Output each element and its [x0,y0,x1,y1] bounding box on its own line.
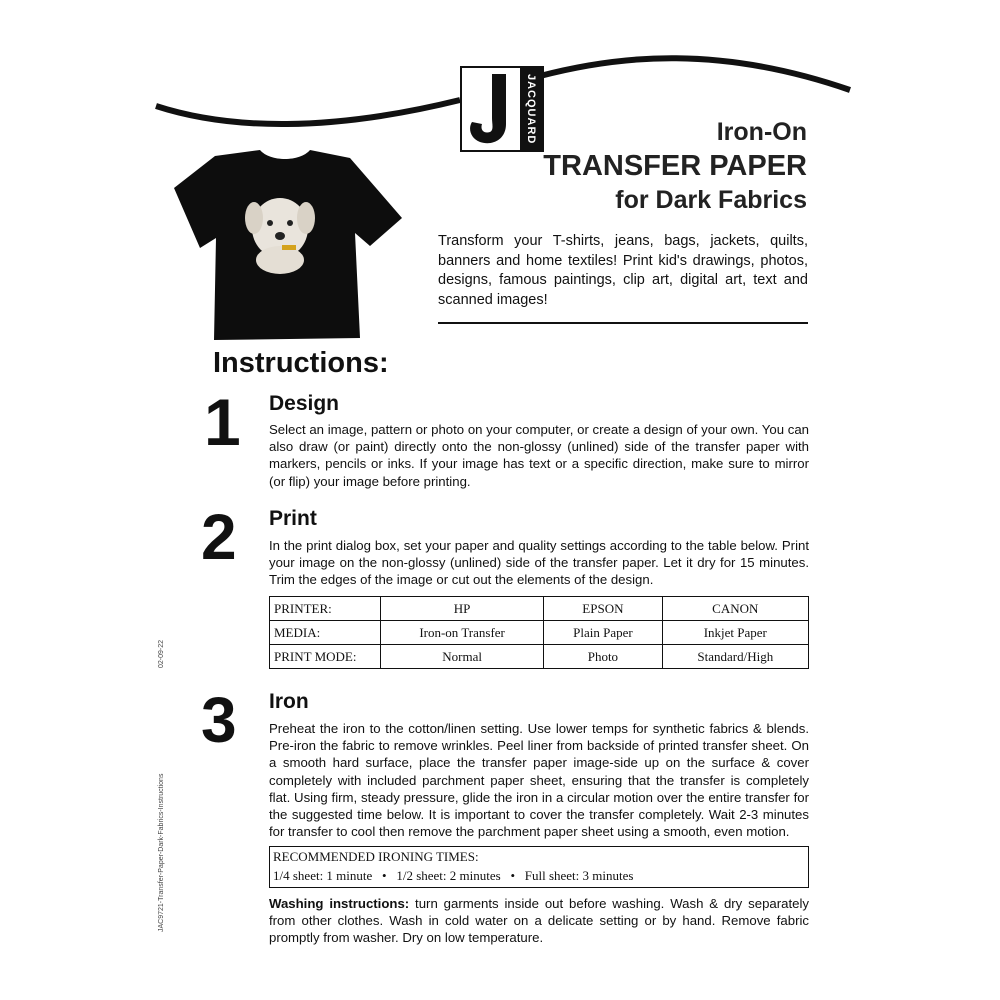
title-line-3: for Dark Fabrics [615,186,807,214]
step-2-number: 2 [201,501,237,573]
table-row [270,621,809,645]
washing-label: Washing instructions: [269,896,410,911]
table-cell: Normal [381,645,544,669]
side-code: JAC9721-Transfer-Paper-Dark-Fabrics-Instructions [158,773,165,932]
table-cell: CANON [662,597,808,621]
washing-instructions [269,895,809,947]
table-cell: Iron-on Transfer [381,621,544,645]
step-3-title: Iron [269,690,309,713]
title-line-1: Iron-On [716,118,807,146]
side-date: 02-09-22 [158,639,165,668]
table-cell: EPSON [544,597,662,621]
logo-j-mark [462,68,520,150]
table-cell: Photo [544,645,662,669]
table-cell: MEDIA: [270,621,381,645]
table-cell: Inkjet Paper [662,621,808,645]
step-2-text: In the print dialog box, set your paper and quality settings according to the table below. Print your image on the non-glossy (unlined) side of the transfer paper. Let it dry for 15 minutes. Trim the edges of the image or cut out the elements of the design. [269,538,809,588]
table-cell: PRINT MODE: [270,645,381,669]
ironing-times-values: 1/4 sheet: 1 minute • 1/2 sheet: 2 minutes • Full sheet: 3 minutes [273,868,634,883]
jacquard-logo [460,66,544,152]
table-cell: Plain Paper [544,621,662,645]
ironing-times-heading: RECOMMENDED IRONING TIMES: [273,849,479,864]
step-3-text: Preheat the iron to the cotton/linen setting. Use lower temps for synthetic fabrics & blends. Pre-iron the fabric to remove wrinkles. Peel liner from backside of printed transfer sheet. On a smooth hard surface, place the transfer paper image-side up on the surface & cover completely with included parchment paper sheet, ensuring that the transfer is completely flat. Using firm, steady pressure, glide the iron in a circular motion over the entire transfer for the suggested time below. It is important to cover the transfer completely. Wait 2-3 minutes for transfer to cool then remove the parchment paper sheet using a smooth, even motion. [269,721,809,840]
intro-text: Transform your T-shirts, jeans, bags, jackets, quilts, banners and home textiles! Print kid's drawings, photos, designs, famous paintings, clip art, digital art, text and scanned images! [438,233,808,308]
table-cell: PRINTER: [270,597,381,621]
step-2-title: Print [269,507,317,530]
printer-settings-table [269,596,809,669]
divider [438,322,808,324]
table-row [270,645,809,669]
table-row [270,597,809,621]
instructions-heading: Instructions: [213,347,389,379]
washing-text: turn garments inside out before washing. Wash & dry separately from other clothes. Wash in cold water on a delicate setting or by hand. Remove fabric promptly from washer. Dry on low temperature. [269,896,809,946]
table-cell: HP [381,597,544,621]
title-line-2: TRANSFER PAPER [543,150,807,182]
step-1-number: 1 [204,385,241,459]
step-1-title: Design [269,392,340,415]
ironing-times-box [269,846,809,888]
table-cell: Standard/High [662,645,808,669]
logo-wordmark: JACQUARD [520,68,542,150]
tshirt-image [170,148,405,343]
step-1-text: Select an image, pattern or photo on your computer, or create a design of your own. You can also draw (or paint) directly onto the non-glossy (unlined) side of the transfer paper with markers, pencils or inks. If your image has text or a specific direction, make sure to mirror (or flip) your image before printing. [269,422,809,489]
step-3-number: 3 [201,684,237,756]
